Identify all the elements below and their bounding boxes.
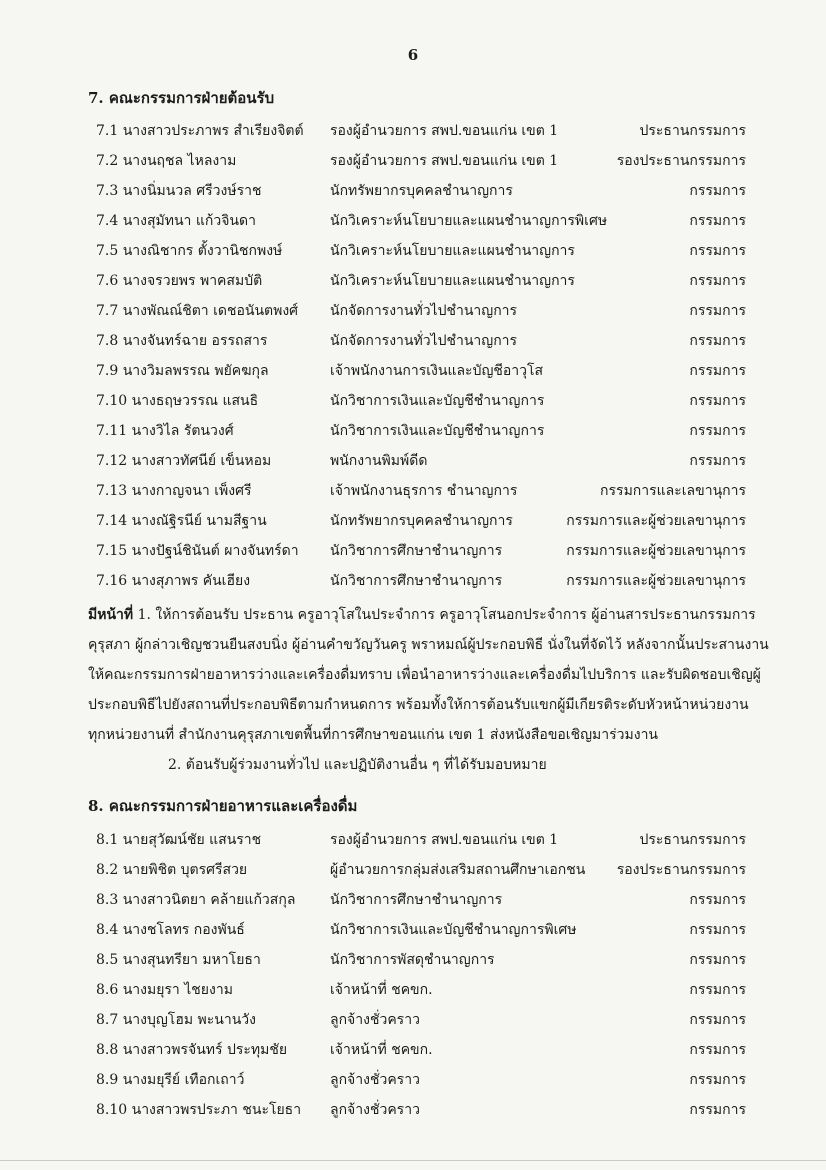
- duty-line: ประกอบพิธีไปยังสถานที่ประกอบพิธีตามกำหนดการ พร้อมทั้งให้การต้อนรับแขกผู้มีเกียรติระดับหัวหน้าหน่วยงาน: [88, 697, 749, 713]
- duties-label: มีหน้าที่: [88, 607, 134, 623]
- page-bottom-edge: [0, 1160, 826, 1161]
- duty-line: คุรุสภา ผู้กล่าวเชิญชวนยืนสงบนิ่ง ผู้อ่านคำขวัญวันครู พราหมณ์ผู้ประกอบพิธี นั่งในที่จัดไว้ หลังจากนั้นประสานงาน: [88, 637, 769, 653]
- member-role: กรรมการ: [689, 243, 746, 259]
- member-role: กรรมการ: [689, 1072, 746, 1088]
- member-row: [0, 1098, 826, 1122]
- member-position: นักจัดการงานทั่วไปชำนาญการ: [330, 303, 518, 319]
- duty-line: ให้คณะกรรมการฝ่ายอาหารว่างและเครื่องดื่มทราบ เพื่อนำอาหารว่างและเครื่องดื่มไปบริการ และรับผิดชอบเชิญผู้: [88, 667, 761, 683]
- member-position: ลูกจ้างชั่วคราว: [330, 1072, 420, 1088]
- member-row: [0, 119, 826, 143]
- member-role: รองประธานกรรมการ: [616, 153, 746, 169]
- member-role: กรรมการ: [689, 1102, 746, 1118]
- member-role: ประธานกรรมการ: [639, 123, 746, 139]
- member-position: รองผู้อำนวยการ สพป.ขอนแก่น เขต 1: [330, 153, 559, 169]
- member-row: [0, 1068, 826, 1092]
- member-position: ลูกจ้างชั่วคราว: [330, 1102, 420, 1118]
- member-role: กรรมการ: [689, 952, 746, 968]
- member-row: [0, 419, 826, 443]
- member-row: [0, 888, 826, 912]
- member-name: 7.7 นางพัณณ์ชิตา เดชอนันตพงศ์: [96, 303, 299, 319]
- section-8-title: 8. คณะกรรมการฝ่ายอาหารและเครื่องดื่ม: [88, 797, 358, 815]
- section-7-title: 7. คณะกรรมการฝ่ายต้อนรับ: [88, 89, 275, 107]
- member-name: 8.5 นางสุนทรียา มหาโยธา: [96, 952, 261, 968]
- member-position: นักวิชาการพัสดุชำนาญการ: [330, 952, 495, 968]
- member-position: นักทรัพยากรบุคคลชำนาญการ: [330, 513, 513, 529]
- member-name: 8.8 นางสาวพรจันทร์ ประทุมชัย: [96, 1042, 288, 1058]
- member-position: นักวิชาการเงินและบัญชีชำนาญการ: [330, 423, 545, 439]
- member-row: [0, 329, 826, 353]
- member-position: นักวิชาการเงินและบัญชีชำนาญการ: [330, 393, 545, 409]
- member-position: รองผู้อำนวยการ สพป.ขอนแก่น เขต 1: [330, 832, 559, 848]
- member-name: 7.5 นางณิชากร ตั้งวานิชกพงษ์: [96, 243, 283, 259]
- member-row: [0, 149, 826, 173]
- member-position: รองผู้อำนวยการ สพป.ขอนแก่น เขต 1: [330, 123, 559, 139]
- section-7-duties: [88, 600, 778, 780]
- member-name: 7.1 นางสาวประภาพร สำเรียงจิตต์: [96, 123, 304, 139]
- member-position: นักวิเคราะห์นโยบายและแผนชำนาญการพิเศษ: [330, 213, 608, 229]
- member-position: นักวิเคราะห์นโยบายและแผนชำนาญการ: [330, 243, 575, 259]
- member-position: นักวิชาการศึกษาชำนาญการ: [330, 543, 503, 559]
- member-row: [0, 389, 826, 413]
- member-row: [0, 299, 826, 323]
- member-role: กรรมการ: [689, 213, 746, 229]
- member-position: นักวิเคราะห์นโยบายและแผนชำนาญการ: [330, 273, 575, 289]
- member-role: กรรมการ: [689, 183, 746, 199]
- member-name: 7.14 นางณัฐิรนีย์ นามสีฐาน: [96, 513, 267, 529]
- member-role: กรรมการ: [689, 453, 746, 469]
- duty-line: [88, 600, 778, 630]
- member-row: [0, 269, 826, 293]
- member-role: กรรมการและเลขานุการ: [600, 483, 746, 499]
- member-row: [0, 828, 826, 852]
- member-name: 8.3 นางสาวนิตยา คล้ายแก้วสกุล: [96, 892, 296, 908]
- member-name: 8.4 นางชโลทร กองพันธ์: [96, 922, 245, 938]
- member-row: [0, 948, 826, 972]
- member-role: กรรมการ: [689, 273, 746, 289]
- member-role: กรรมการ: [689, 303, 746, 319]
- page-number: 6: [407, 46, 419, 64]
- member-name: 8.6 นางมยุรา ไชยงาม: [96, 982, 233, 998]
- member-position: เจ้าพนักงานการเงินและบัญชีอาวุโส: [330, 363, 544, 379]
- member-position: เจ้าหน้าที่ ชคขก.: [330, 1042, 433, 1058]
- member-role: รองประธานกรรมการ: [616, 862, 746, 878]
- member-position: นักทรัพยากรบุคคลชำนาญการ: [330, 183, 513, 199]
- member-position: เจ้าพนักงานธุรการ ชำนาญการ: [330, 483, 518, 499]
- member-role: กรรมการ: [689, 423, 746, 439]
- member-row: [0, 359, 826, 383]
- member-role: กรรมการและผู้ช่วยเลขานุการ: [566, 543, 746, 559]
- member-position: นักจัดการงานทั่วไปชำนาญการ: [330, 333, 518, 349]
- member-position: พนักงานพิมพ์ดีด: [330, 453, 428, 469]
- member-row: [0, 918, 826, 942]
- member-row: [0, 1038, 826, 1062]
- member-name: 7.12 นางสาวทัศนีย์ เข็นหอม: [96, 453, 272, 469]
- member-name: 7.10 นางธฤษวรรณ แสนธิ: [96, 393, 259, 409]
- member-role: กรรมการ: [689, 393, 746, 409]
- member-row: [0, 978, 826, 1002]
- member-position: เจ้าหน้าที่ ชคขก.: [330, 982, 433, 998]
- member-role: กรรมการ: [689, 892, 746, 908]
- member-role: กรรมการ: [689, 922, 746, 938]
- member-position: นักวิชาการเงินและบัญชีชำนาญการพิเศษ: [330, 922, 577, 938]
- member-name: 7.2 นางนฤชล ไหลงาม: [96, 153, 237, 169]
- member-role: กรรมการและผู้ช่วยเลขานุการ: [566, 513, 746, 529]
- member-role: กรรมการ: [689, 1012, 746, 1028]
- member-name: 8.7 นางบุญโฮม พะนานวัง: [96, 1012, 256, 1028]
- member-name: 7.16 นางสุภาพร คันเฮียง: [96, 573, 251, 589]
- member-name: 7.4 นางสุมัทนา แก้วจินดา: [96, 213, 256, 229]
- member-name: 8.10 นางสาวพรประภา ชนะโยธา: [96, 1102, 302, 1118]
- member-row: [0, 179, 826, 203]
- member-row: [0, 539, 826, 563]
- member-position: นักวิชาการศึกษาชำนาญการ: [330, 573, 503, 589]
- member-name: 7.8 นางจันทร์ฉาย อรรถสาร: [96, 333, 268, 349]
- member-name: 7.13 นางกาญจนา เพ็งศรี: [96, 483, 252, 499]
- member-name: 7.3 นางนิ่มนวล ศรีวงษ์ราช: [96, 183, 262, 199]
- member-row: [0, 479, 826, 503]
- member-name: 7.15 นางปัฐน์ชินันต์ ผางจันทร์ดา: [96, 543, 299, 559]
- member-name: 7.11 นางวิไล รัตนวงศ์: [96, 423, 234, 439]
- member-row: [0, 509, 826, 533]
- member-row: [0, 209, 826, 233]
- member-role: กรรมการ: [689, 982, 746, 998]
- member-position: ลูกจ้างชั่วคราว: [330, 1012, 420, 1028]
- member-name: 8.2 นายพิชิต บุตรศรีสวย: [96, 862, 248, 878]
- member-role: ประธานกรรมการ: [639, 832, 746, 848]
- duty-line-2: 2. ต้อนรับผู้ร่วมงานทั่วไป และปฏิบัติงานอื่น ๆ ที่ได้รับมอบหมาย: [168, 757, 547, 773]
- member-row: [0, 1008, 826, 1032]
- member-role: กรรมการ: [689, 1042, 746, 1058]
- member-row: [0, 449, 826, 473]
- member-role: กรรมการและผู้ช่วยเลขานุการ: [566, 573, 746, 589]
- member-role: กรรมการ: [689, 363, 746, 379]
- duty-line: ทุกหน่วยงานที่ สำนักงานคุรุสภาเขตพื้นที่การศึกษาขอนแก่น เขต 1 ส่งหนังสือขอเชิญมาร่วมงาน: [88, 727, 658, 743]
- member-name: 7.9 นางวิมลพรรณ พยัคฆกุล: [96, 363, 269, 379]
- duty-text: 1. ให้การต้อนรับ ประธาน ครูอาวุโสในประจำการ ครูอาวุโสนอกประจำการ ผู้อ่านสารประธานกรรมการ: [133, 607, 756, 623]
- member-row: [0, 569, 826, 593]
- member-position: นักวิชาการศึกษาชำนาญการ: [330, 892, 503, 908]
- member-row: [0, 239, 826, 263]
- member-name: 8.1 นายสุวัฒน์ชัย แสนราช: [96, 832, 262, 848]
- member-name: 7.6 นางจรวยพร พาคสมบัติ: [96, 273, 263, 289]
- member-role: กรรมการ: [689, 333, 746, 349]
- member-name: 8.9 นางมยุรีย์ เทือกเถาว์: [96, 1072, 245, 1088]
- member-position: ผู้อำนวยการกลุ่มส่งเสริมสถานศึกษาเอกชน: [330, 862, 586, 878]
- member-row: [0, 858, 826, 882]
